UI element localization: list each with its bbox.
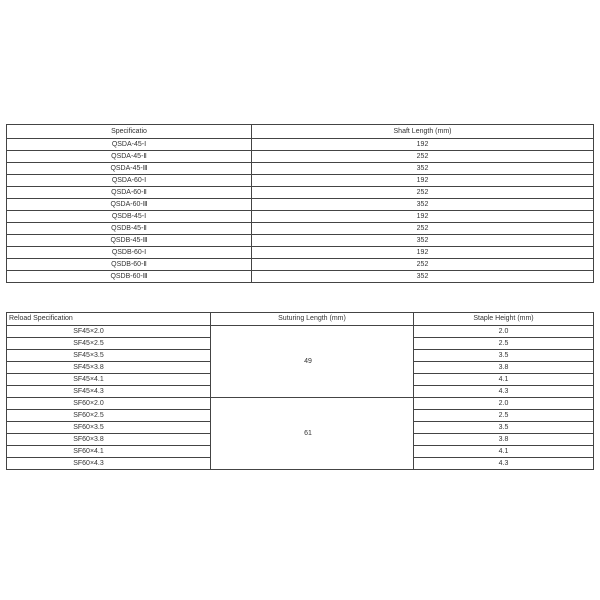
shaft-length-cell: 252 <box>252 223 594 235</box>
header-reload-specification: Reload Specification <box>7 313 211 326</box>
table-row <box>7 151 594 163</box>
shaft-length-cell: 252 <box>252 187 594 199</box>
specification-cell: QSDA-60-Ⅰ <box>7 175 252 187</box>
shaft-length-table <box>6 124 594 283</box>
specification-cell: QSDA-45-Ⅰ <box>7 139 252 151</box>
staple-height-cell: 4.3 <box>414 458 594 470</box>
specification-cell: QSDB-60-Ⅲ <box>7 271 252 283</box>
staple-height-cell: 2.5 <box>414 338 594 350</box>
table-row <box>7 175 594 187</box>
specification-cell: QSDB-60-Ⅱ <box>7 259 252 271</box>
staple-height-cell: 2.0 <box>414 398 594 410</box>
specification-cell: QSDA-60-Ⅲ <box>7 199 252 211</box>
staple-height-cell: 4.3 <box>414 386 594 398</box>
reload-specification-cell: SF45×3.8 <box>7 362 211 374</box>
table-row <box>7 139 594 151</box>
reload-specification-cell: SF45×2.5 <box>7 338 211 350</box>
table-row <box>7 235 594 247</box>
reload-specification-cell: SF60×2.5 <box>7 410 211 422</box>
table-row <box>7 211 594 223</box>
table-row <box>7 398 594 410</box>
reload-specification-cell: SF45×4.3 <box>7 386 211 398</box>
header-shaft-length: Shaft Length (mm) <box>252 125 594 139</box>
reload-specification-cell: SF60×2.0 <box>7 398 211 410</box>
specification-cell: QSDB-45-Ⅰ <box>7 211 252 223</box>
specification-cell: QSDA-45-Ⅱ <box>7 151 252 163</box>
reload-specification-cell: SF45×2.0 <box>7 326 211 338</box>
specification-cell: QSDB-60-Ⅰ <box>7 247 252 259</box>
shaft-length-cell: 192 <box>252 211 594 223</box>
staple-height-cell: 2.5 <box>414 410 594 422</box>
table-row <box>7 326 594 338</box>
specification-cell: QSDA-60-Ⅱ <box>7 187 252 199</box>
table-header-row <box>7 313 594 326</box>
specification-cell: QSDB-45-Ⅲ <box>7 235 252 247</box>
staple-height-cell: 4.1 <box>414 374 594 386</box>
shaft-length-cell: 192 <box>252 139 594 151</box>
shaft-length-cell: 352 <box>252 235 594 247</box>
header-suturing-length: Suturing Length (mm) <box>211 313 414 326</box>
table-row <box>7 247 594 259</box>
shaft-length-cell: 252 <box>252 151 594 163</box>
reload-specification-cell: SF45×3.5 <box>7 350 211 362</box>
reload-specification-cell: SF60×3.8 <box>7 434 211 446</box>
table-header-row <box>7 125 594 139</box>
suturing-length-cell: 61 <box>211 398 414 470</box>
staple-height-cell: 2.0 <box>414 326 594 338</box>
header-staple-height: Staple Height (mm) <box>414 313 594 326</box>
reload-specification-cell: SF60×4.3 <box>7 458 211 470</box>
table-row <box>7 199 594 211</box>
staple-height-cell: 3.5 <box>414 350 594 362</box>
table-row <box>7 259 594 271</box>
staple-height-cell: 3.8 <box>414 362 594 374</box>
reload-specification-cell: SF60×4.1 <box>7 446 211 458</box>
shaft-length-cell: 192 <box>252 175 594 187</box>
header-specification: Specificatio <box>7 125 252 139</box>
reload-specification-cell: SF45×4.1 <box>7 374 211 386</box>
suturing-length-cell: 49 <box>211 326 414 398</box>
table-row <box>7 271 594 283</box>
table-row <box>7 163 594 175</box>
specification-cell: QSDA-45-Ⅲ <box>7 163 252 175</box>
shaft-length-cell: 352 <box>252 163 594 175</box>
table-row <box>7 187 594 199</box>
reload-specification-table <box>6 312 594 470</box>
staple-height-cell: 3.5 <box>414 422 594 434</box>
specification-cell: QSDB-45-Ⅱ <box>7 223 252 235</box>
reload-specification-cell: SF60×3.5 <box>7 422 211 434</box>
shaft-length-cell: 252 <box>252 259 594 271</box>
staple-height-cell: 3.8 <box>414 434 594 446</box>
shaft-table-body <box>7 139 594 283</box>
shaft-length-cell: 192 <box>252 247 594 259</box>
reload-table-body <box>7 326 594 470</box>
table-row <box>7 223 594 235</box>
shaft-length-cell: 352 <box>252 271 594 283</box>
staple-height-cell: 4.1 <box>414 446 594 458</box>
shaft-length-cell: 352 <box>252 199 594 211</box>
